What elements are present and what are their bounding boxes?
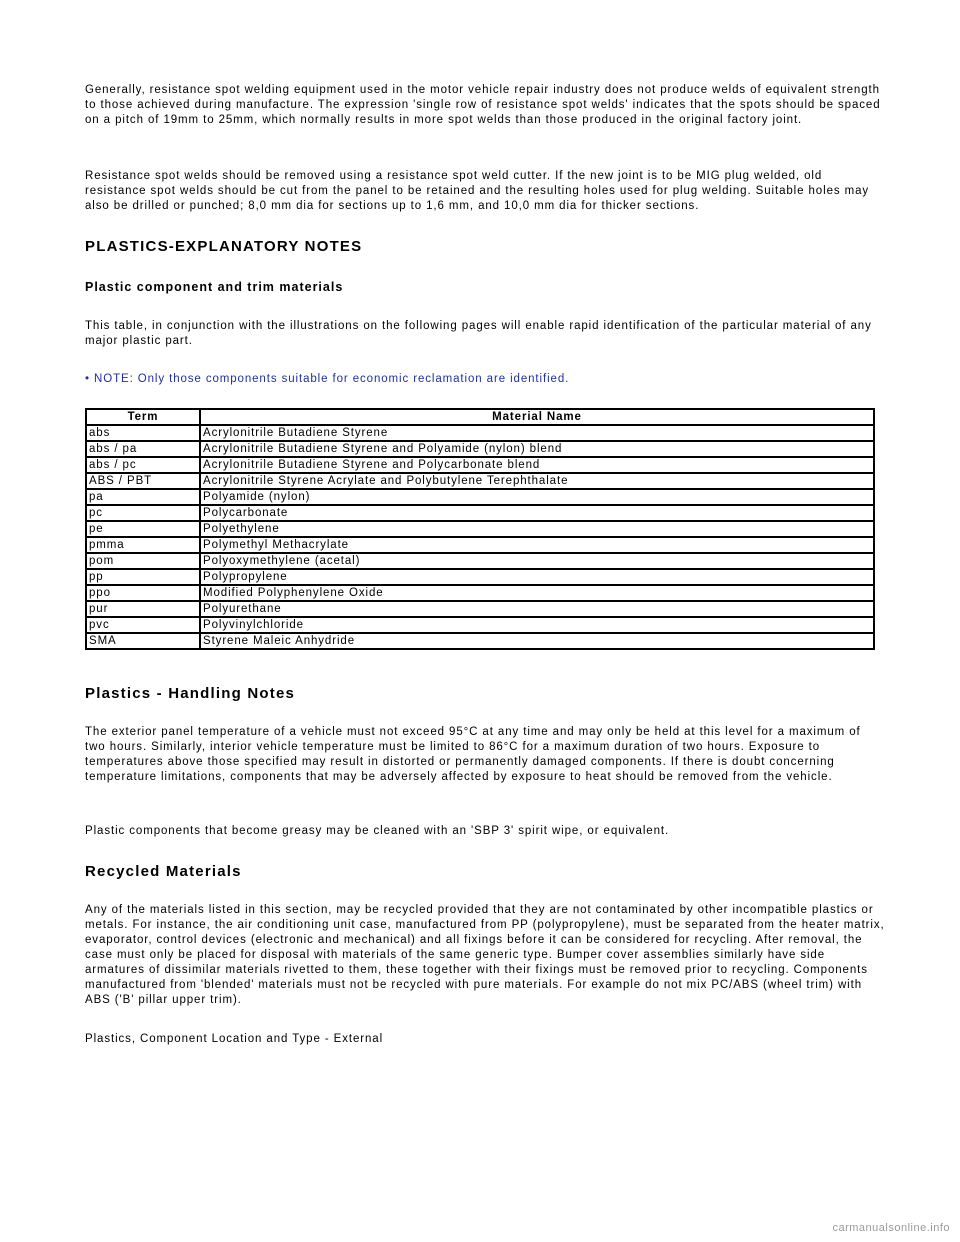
material-cell: Acrylonitrile Butadiene Styrene and Polycarbonate blend [200, 457, 874, 473]
plastics-note: • NOTE: Only those components suitable for economic reclamation are identified. [85, 373, 570, 385]
term-cell: ABS / PBT [86, 473, 200, 489]
term-cell: pe [86, 521, 200, 537]
intro-paragraph-welding: Generally, resistance spot welding equipment used in the motor vehicle repair industry does not produce welds of equivalent strength to those achieved during manufacture. The expression 'single row of resistance spot welds' indicates that the spots should be spaced on a pitch of 19mm to 25mm, which normally results in more spot welds than those produced in the original factory joint. [85, 84, 881, 126]
term-cell: pvc [86, 617, 200, 633]
table-row [86, 537, 874, 553]
term-cell: pur [86, 601, 200, 617]
column-header-material-name: Material Name [200, 409, 874, 425]
table-row [86, 457, 874, 473]
term-cell: pa [86, 489, 200, 505]
material-cell: Polyamide (nylon) [200, 489, 874, 505]
material-cell: Polyurethane [200, 601, 874, 617]
table-row [86, 473, 874, 489]
materials-table-header-row [86, 409, 874, 425]
component-location-link[interactable]: Plastics, Component Location and Type - External [85, 1033, 384, 1045]
plastics-subheading: Plastic component and trim materials [85, 280, 344, 294]
handling-paragraph-temperature: The exterior panel temperature of a vehicle must not exceed 95°C at any time and may only be held at this level for a maximum of two hours. Similarly, interior vehicle temperature must be limited to 86°C for a maximum duration of two hours. Exposure to temperatures above those specified may result in distorted or permanently damaged components. If there is doubt concerning temperature limitations, components that may be adversely affected by exposure to heat should be removed from the vehicle. [85, 726, 861, 783]
plastics-table-intro: This table, in conjunction with the illustrations on the following pages will enable rapid identification of the particular material of any major plastic part. [85, 320, 872, 347]
table-row [86, 521, 874, 537]
watermark: carmanualsonline.info [832, 1222, 950, 1234]
intro-paragraph-spot-weld-removal: Resistance spot welds should be removed using a resistance spot weld cutter. If the new joint is to be MIG plug welded, old resistance spot welds should be cut from the panel to be retained and the resulting holes used for plug welding. Suitable holes may also be drilled or punched; 8,0 mm dia for sections up to 1,6 mm, and 10,0 mm dia for thicker sections. [85, 170, 870, 212]
material-cell: Acrylonitrile Styrene Acrylate and Polybutylene Terephthalate [200, 473, 874, 489]
table-row [86, 553, 874, 569]
material-cell: Polycarbonate [200, 505, 874, 521]
term-cell: SMA [86, 633, 200, 649]
term-cell: pmma [86, 537, 200, 553]
recycled-materials-heading: Recycled Materials [85, 863, 242, 880]
table-row [86, 569, 874, 585]
table-row [86, 585, 874, 601]
material-cell: Acrylonitrile Butadiene Styrene [200, 425, 874, 441]
term-cell: abs / pc [86, 457, 200, 473]
material-cell: Polymethyl Methacrylate [200, 537, 874, 553]
table-row [86, 441, 874, 457]
materials-table [85, 408, 875, 650]
handling-notes-heading: Plastics - Handling Notes [85, 685, 296, 702]
material-cell: Acrylonitrile Butadiene Styrene and Polyamide (nylon) blend [200, 441, 874, 457]
table-row [86, 505, 874, 521]
material-cell: Modified Polyphenylene Oxide [200, 585, 874, 601]
table-row [86, 601, 874, 617]
material-cell: Polyoxymethylene (acetal) [200, 553, 874, 569]
term-cell: abs / pa [86, 441, 200, 457]
table-row [86, 489, 874, 505]
table-row [86, 425, 874, 441]
term-cell: pp [86, 569, 200, 585]
column-header-term: Term [86, 409, 200, 425]
table-row [86, 633, 874, 649]
term-cell: pc [86, 505, 200, 521]
term-cell: abs [86, 425, 200, 441]
material-cell: Styrene Maleic Anhydride [200, 633, 874, 649]
material-cell: Polyethylene [200, 521, 874, 537]
term-cell: ppo [86, 585, 200, 601]
term-cell: pom [86, 553, 200, 569]
plastics-heading: PLASTICS-EXPLANATORY NOTES [85, 238, 363, 255]
material-cell: Polypropylene [200, 569, 874, 585]
handling-paragraph-cleaning: Plastic components that become greasy may be cleaned with an 'SBP 3' spirit wipe, or equivalent. [85, 825, 670, 837]
recycled-paragraph: Any of the materials listed in this section, may be recycled provided that they are not contaminated by other incompatible plastics or metals. For instance, the air conditioning unit case, manufactured from PP (polypropylene), must be separated from the heater matrix, evaporator, control devices (electronic and mechanical) and all fixings before it can be considered for recycling. After removal, the case must only be placed for disposal with materials of the same generic type. Bumper cover assemblies similarly have side armatures of dissimilar materials rivetted to them, these together with their fixings must be removed prior to recycling. Components manufactured from 'blended' materials must not be recycled with pure materials. For example do not mix PC/ABS (wheel trim) with ABS ('B' pillar upper trim). [85, 904, 885, 1006]
table-row [86, 617, 874, 633]
material-cell: Polyvinylchloride [200, 617, 874, 633]
